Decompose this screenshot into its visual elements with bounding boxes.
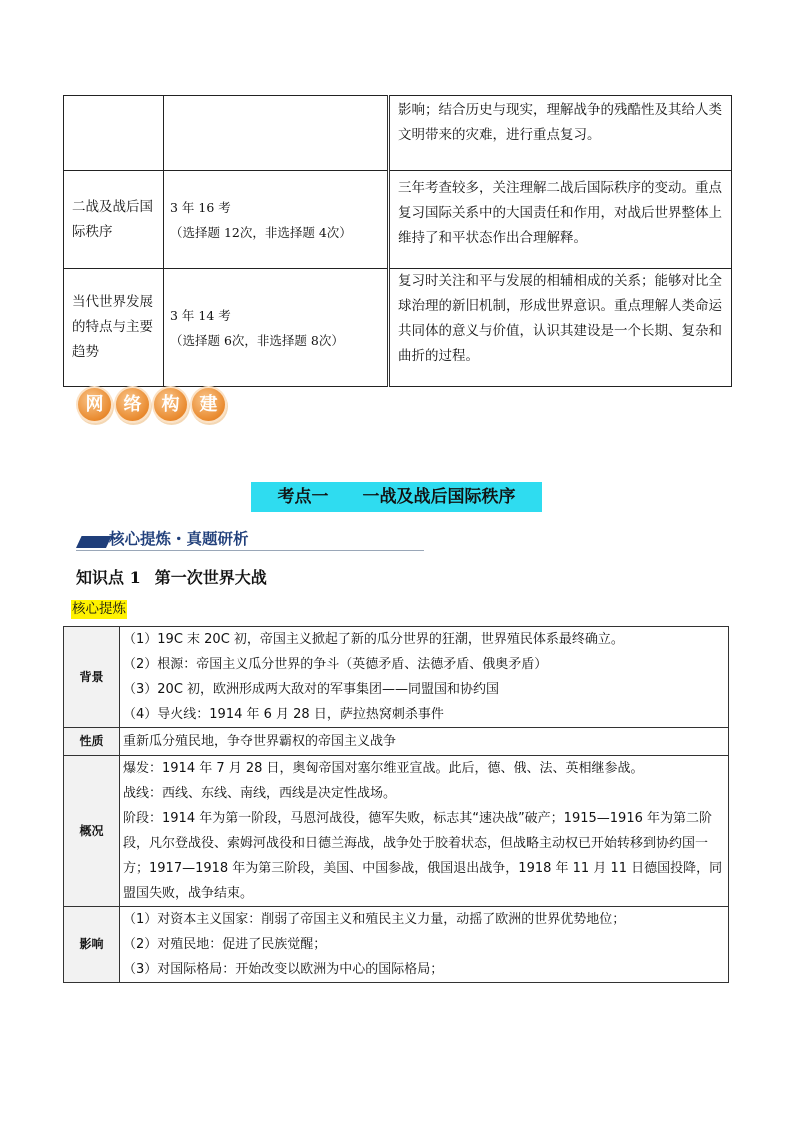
heading-stripe <box>76 536 112 548</box>
exam-count: 3 年 16 考 <box>170 199 231 215</box>
review-notes-cell: 复习时关注和平与发展的相辅相成的关系；能够对比全球治理的新旧机制，形成世界意识。重点理解人类命运共同体的意义与价值，认识其建设是一个长期、复杂和曲折的过程。 <box>389 269 732 387</box>
content-paragraph: 阶段：1914 年为第一阶段，马恩河战役，德军失败，标志其“速决战”破产；1915—1916 年为第二阶段，凡尔登战役、索姆河战役和日德兰海战，战争处于胶着状态，但战略主动权已开始转移到协约国一方；1917—1918 年为第三阶段，美国、中国参战，俄国退出战争，1918 年 11 月 11 日德国投降，同盟国失败，战争结束。 <box>123 811 723 901</box>
table-row <box>64 907 729 983</box>
exam-analysis-table <box>63 95 732 387</box>
network-build-banner <box>76 386 227 426</box>
row-content <box>120 756 729 907</box>
knowledge-point-text: 第一次世界大战 <box>154 568 267 587</box>
core-heading: 核心提炼・真题研析 <box>109 529 249 548</box>
table-row <box>64 171 732 269</box>
banner-char: 络 <box>114 386 151 423</box>
knowledge-point-title <box>76 565 267 588</box>
row-label: 背景 <box>64 627 120 728</box>
section-title <box>251 482 542 512</box>
topic-cell: 当代世界发展的特点与主要趋势 <box>64 269 164 387</box>
exam-detail: （选择题 12次，非选择题 4次） <box>170 224 352 240</box>
knowledge-point-prefix: 知识点 1 <box>76 568 141 587</box>
content-line: 重新瓜分殖民地，争夺世界霸权的帝国主义战争 <box>123 734 397 749</box>
banner-char: 构 <box>152 386 189 423</box>
exam-count: 3 年 14 考 <box>170 307 231 323</box>
content-line: （1）对资本主义国家：削弱了帝国主义和殖民主义力量，动摇了欧洲的世界优势地位； <box>123 912 626 927</box>
exam-count-cell <box>164 269 389 387</box>
content-line: 战线：西线、东线、南线，西线是决定性战场。 <box>123 786 397 801</box>
core-heading-bar <box>76 528 424 551</box>
section-title-text: 一战及战后国际秩序 <box>362 487 516 507</box>
row-content <box>120 728 729 756</box>
table-row <box>64 96 732 171</box>
content-line: （2）根源：帝国主义瓜分世界的争斗（英德矛盾、法德矛盾、俄奥矛盾） <box>123 657 548 672</box>
banner-char: 建 <box>190 386 227 423</box>
review-notes-cell: 影响；结合历史与现实，理解战争的残酷性及其给人类文明带来的灾难，进行重点复习。 <box>389 96 732 171</box>
exam-count-cell <box>164 96 389 171</box>
row-content <box>120 627 729 728</box>
section-prefix: 考点一 <box>277 487 329 507</box>
content-line: （1）19C 末 20C 初，帝国主义掀起了新的瓜分世界的狂潮，世界殖民体系最终确立。 <box>123 632 624 647</box>
topic-cell: 二战及战后国际秩序 <box>64 171 164 269</box>
row-label: 影响 <box>64 907 120 983</box>
content-line: （3）20C 初，欧洲形成两大敌对的军事集团——同盟国和协约国 <box>123 682 500 697</box>
row-label: 概况 <box>64 756 120 907</box>
row-label: 性质 <box>64 728 120 756</box>
banner-char: 网 <box>76 386 113 423</box>
highlight-label: 核心提炼 <box>72 601 126 617</box>
content-line: （4）导火线：1914 年 6 月 28 日，萨拉热窝刺杀事件 <box>123 707 444 722</box>
table-row <box>64 627 729 728</box>
topic-cell <box>64 96 164 171</box>
table-row <box>64 269 732 387</box>
exam-count-cell <box>164 171 389 269</box>
content-line: 爆发：1914 年 7 月 28 日，奥匈帝国对塞尔维亚宣战。此后，德、俄、法、英相继参战。 <box>123 761 644 776</box>
knowledge-table <box>63 626 729 983</box>
content-line: （2）对殖民地：促进了民族觉醒； <box>123 937 327 952</box>
row-content <box>120 907 729 983</box>
exam-detail: （选择题 6次，非选择题 8次） <box>170 332 344 348</box>
table-row <box>64 728 729 756</box>
review-notes-cell: 三年考查较多，关注理解二战后国际秩序的变动。重点复习国际关系中的大国责任和作用，对战后世界整体上维持了和平状态作出合理解释。 <box>389 171 732 269</box>
content-line: （3）对国际格局：开始改变以欧洲为中心的国际格局； <box>123 962 444 977</box>
table-row <box>64 756 729 907</box>
